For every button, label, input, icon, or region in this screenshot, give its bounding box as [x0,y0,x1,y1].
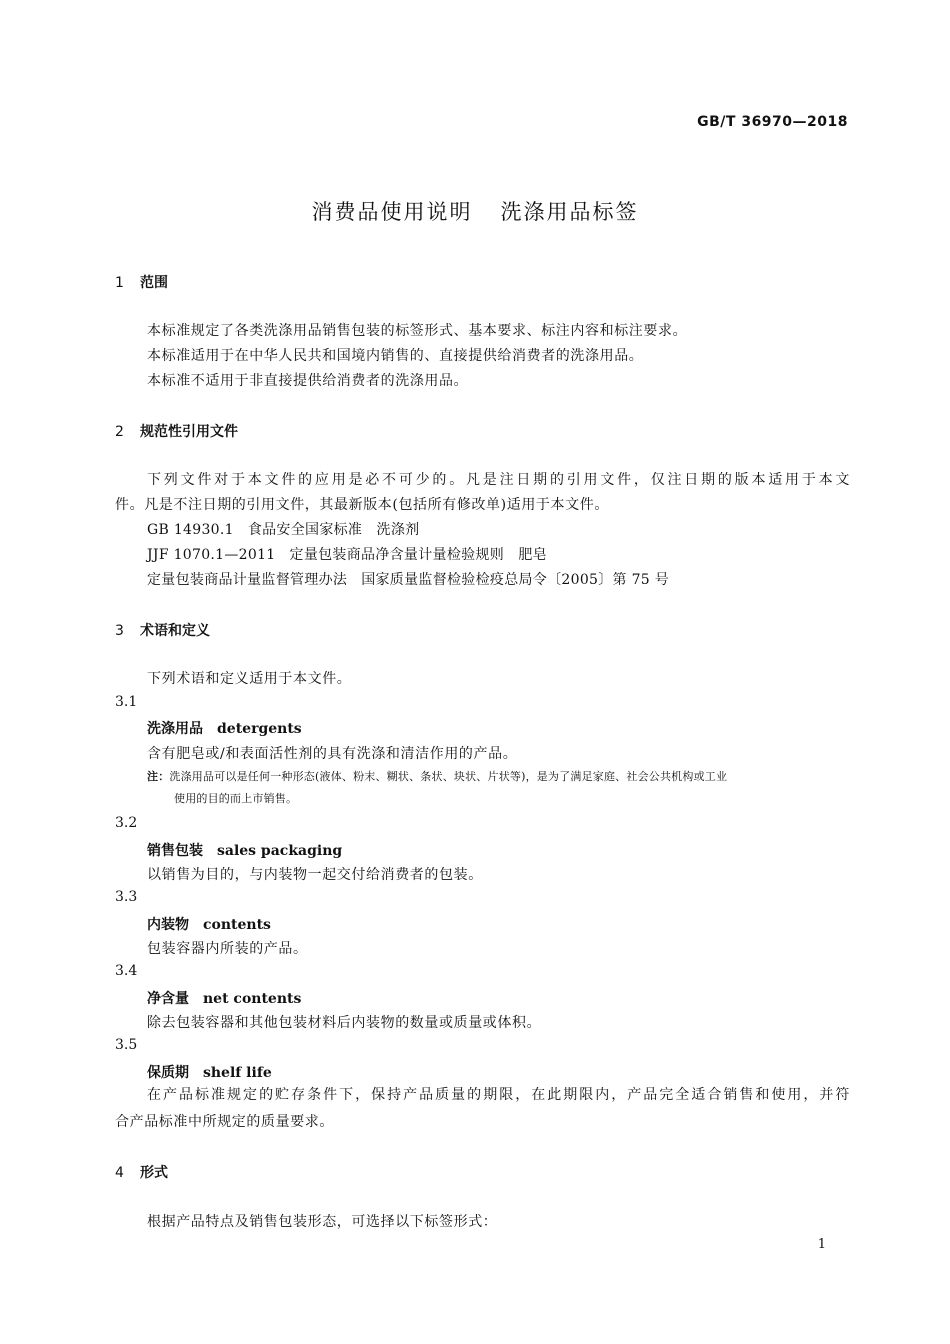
paragraph: 本标准不适用于非直接提供给消费者的洗涤用品。 [147,373,469,389]
section-1-heading [115,272,168,292]
def-line-2: 合产品标准中所规定的质量要求。 [115,1114,334,1130]
term-note [147,766,850,810]
ref-name: 定量包装商品净含量计量检验规则 肥皂 [289,547,547,563]
paragraph: 本标准规定了各类洗涤用品销售包装的标签形式、基本要求、标注内容和标注要求。 [147,323,688,339]
paragraph: 根据产品特点及销售包装形态，可选择以下标签形式： [147,1214,498,1230]
term-zh: 销售包装 [147,843,203,859]
ref-name: 食品安全国家标准 洗涤剂 [247,522,420,538]
term-zh: 净含量 [147,991,189,1007]
title-part1: 消费品使用说明 [311,200,473,224]
term-en: detergents [217,721,302,737]
term-heading [147,1062,272,1082]
note-line-1: 洗涤用品可以是任何一种形态(液体、粉末、糊状、条状、块状、片状等)，是为了满足家庭、社会公共机构或工业 [169,770,728,783]
term-definition: 除去包装容器和其他包装材料后内装物的数量或质量或体积。 [147,1015,542,1031]
term-definition: 含有肥皂或/和表面活性剂的具有洗涤和清洁作用的产品。 [147,746,518,762]
term-number: 3.2 [115,815,138,831]
ref-code: GB 14930.1 [147,522,234,538]
term-number: 3.1 [115,694,138,710]
standard-number: GB/T 36970—2018 [697,114,848,130]
ref-code: JJF 1070.1—2011 [147,547,276,563]
section-title: 术语和定义 [140,623,210,639]
reference-item [147,519,419,539]
term-number: 3.4 [115,963,138,979]
ref-code: 定量包装商品计量监督管理办法 [147,572,348,588]
def-line-1: 在产品标准规定的贮存条件下，保持产品质量的期限，在此期限内，产品完全适合销售和使用，并符 [147,1087,850,1103]
term-en: net contents [203,991,302,1007]
intro-line-2: 件。凡是不注日期的引用文件，其最新版本(包括所有修改单)适用于本文件。 [115,497,609,513]
note-label: 注： [147,770,170,783]
section-number: 2 [115,424,124,440]
section-number: 1 [115,275,124,291]
ref-name: 国家质量监督检验检疫总局令〔2005〕第 75 号 [361,572,670,588]
term-zh: 内装物 [147,917,189,933]
term-en: shelf life [203,1065,272,1081]
term-definition: 以销售为目的，与内装物一起交付给消费者的包装。 [147,867,483,883]
term-zh: 保质期 [147,1065,189,1081]
term-heading [147,840,342,860]
term-number: 3.3 [115,889,138,905]
section-3-heading [115,620,210,640]
page-number: 1 [817,1237,826,1252]
intro-line-1: 下列文件对于本文件的应用是必不可少的。凡是注日期的引用文件，仅注日期的版本适用于本文 [147,472,850,488]
paragraph: 下列术语和定义适用于本文件。 [147,671,352,687]
term-heading [147,914,271,934]
term-heading [147,718,302,738]
document-title [0,196,950,226]
term-en: contents [203,917,271,933]
section-title: 范围 [140,275,168,291]
term-number: 3.5 [115,1037,138,1053]
term-definition: 包装容器内所装的产品。 [147,941,308,957]
reference-item [147,569,669,589]
section-2-heading [115,421,238,441]
section-number: 3 [115,623,124,639]
section-title: 规范性引用文件 [140,424,238,440]
note-line-2: 使用的目的而上市销售。 [174,792,298,805]
section-4-heading [115,1162,168,1182]
paragraph: 本标准适用于在中华人民共和国境内销售的、直接提供给消费者的洗涤用品。 [147,348,644,364]
section-number: 4 [115,1165,124,1181]
section-title: 形式 [140,1165,168,1181]
reference-item [147,544,547,564]
title-part2: 洗涤用品标签 [500,200,639,224]
term-zh: 洗涤用品 [147,721,203,737]
term-en: sales packaging [217,843,343,859]
term-heading [147,988,301,1008]
